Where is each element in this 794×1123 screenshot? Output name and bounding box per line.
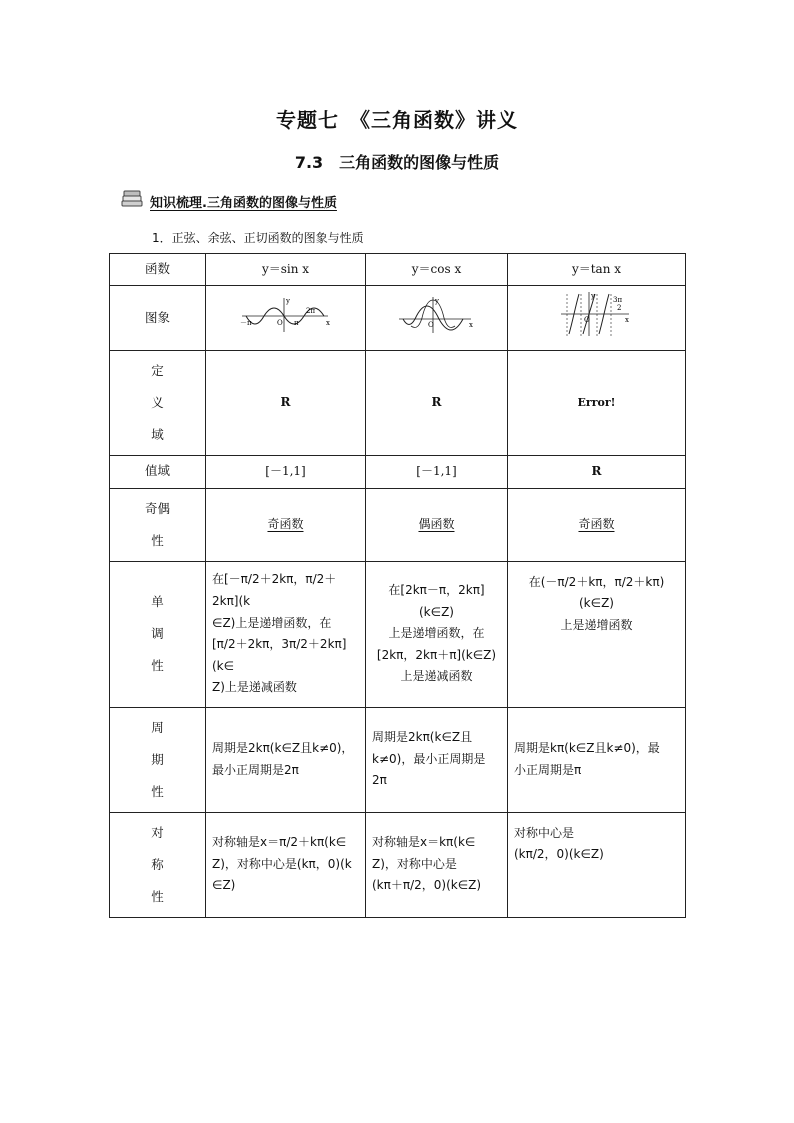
sin-graph — [238, 294, 334, 334]
row-label-image: 图象 — [110, 286, 206, 351]
tan-label-3pi: 3π — [612, 296, 622, 304]
table-row-symmetry — [110, 812, 686, 917]
cos-domain: R — [366, 350, 508, 455]
sin-range: [－1,1] — [206, 455, 366, 488]
knowledge-section-header — [120, 191, 337, 211]
table-row-parity — [110, 488, 686, 561]
row-label-range: 值域 — [110, 455, 206, 488]
cos-parity: 偶函数 — [418, 516, 455, 531]
table-header-row — [110, 254, 686, 286]
sin-period: 周期是2kπ(k∈Z且k≠0)， 最小正周期是2π — [206, 707, 366, 812]
row-label-monotonic: 单 调 性 — [110, 561, 206, 707]
tan-parity: 奇函数 — [578, 516, 615, 531]
row-label-parity: 奇偶 性 — [110, 488, 206, 561]
tan-label-origin: O — [583, 316, 590, 324]
header-tan: y＝tan x — [508, 254, 686, 286]
cos-label-y: y — [434, 297, 439, 305]
tan-label-2: 2 — [616, 304, 621, 312]
header-sin: y＝sin x — [206, 254, 366, 286]
row-label-period: 周 期 性 — [110, 707, 206, 812]
cos-range: [－1,1] — [366, 455, 508, 488]
section-subtitle: 7.3 三角函数的图像与性质 — [294, 153, 500, 172]
tan-label-y: y — [590, 292, 595, 300]
table-row-domain — [110, 350, 686, 455]
table-row-period — [110, 707, 686, 812]
item-heading: 1．正弦、余弦、正切函数的图象与性质 — [152, 231, 364, 245]
cos-label-x: x — [468, 321, 473, 329]
row-label-domain: 定 义 域 — [110, 350, 206, 455]
table-row-monotonic — [110, 561, 686, 707]
sin-label-pi: π — [293, 319, 299, 327]
sin-symmetry: 对称轴是x＝π/2＋kπ(k∈ Z)，对称中心是(kπ，0)(k ∈Z) — [206, 812, 366, 917]
table-row-range — [110, 455, 686, 488]
sin-graph-cell — [206, 286, 366, 351]
tan-graph — [559, 290, 635, 338]
sin-label-origin: O — [276, 319, 283, 327]
cos-graph — [397, 294, 477, 334]
tan-domain: Error! — [508, 350, 686, 455]
tan-label-x: x — [624, 316, 629, 324]
sin-label-x: x — [325, 319, 330, 327]
cos-period: 周期是2kπ(k∈Z且 k≠0)，最小正周期是 2π — [366, 707, 508, 812]
tan-symmetry: 对称中心是 (kπ/2，0)(k∈Z) — [508, 812, 686, 917]
header-function: 函数 — [110, 254, 206, 286]
sin-label-2pi: 2π — [305, 307, 315, 315]
tan-graph-cell — [508, 286, 686, 351]
tan-monotonic: 在(－π/2＋kπ，π/2＋kπ)(k∈Z) 上是递增函数 — [508, 561, 686, 707]
book-stack-icon — [120, 189, 144, 213]
row-label-symmetry: 对 称 性 — [110, 812, 206, 917]
header-cos: y＝cos x — [366, 254, 508, 286]
sin-label-neg-pi: －π — [239, 319, 252, 327]
section-title: 知识梳理.三角函数的图像与性质 — [150, 195, 337, 211]
cos-monotonic: 在[2kπ－π，2kπ](k∈Z) 上是递增函数，在 [2kπ，2kπ＋π](k∈Z) 上是递减函数 — [366, 561, 508, 707]
page-title: 专题七 《三角函数》讲义 — [276, 108, 518, 132]
table-row-image — [110, 286, 686, 351]
tan-period: 周期是kπ(k∈Z且k≠0)，最 小正周期是π — [508, 707, 686, 812]
trig-properties-table — [109, 253, 686, 918]
sin-domain: R — [206, 350, 366, 455]
sin-parity: 奇函数 — [267, 516, 304, 531]
cos-graph-cell — [366, 286, 508, 351]
cos-symmetry: 对称轴是x＝kπ(k∈ Z)，对称中心是 (kπ＋π/2，0)(k∈Z) — [366, 812, 508, 917]
sin-monotonic: 在[－π/2＋2kπ，π/2＋2kπ](k ∈Z)上是递增函数，在 [π/2＋2kπ，3π/2＋2kπ](k∈ Z)上是递减函数 — [206, 561, 366, 707]
cos-label-origin: O — [427, 321, 434, 329]
tan-range: R — [508, 455, 686, 488]
sin-label-y: y — [285, 297, 290, 305]
